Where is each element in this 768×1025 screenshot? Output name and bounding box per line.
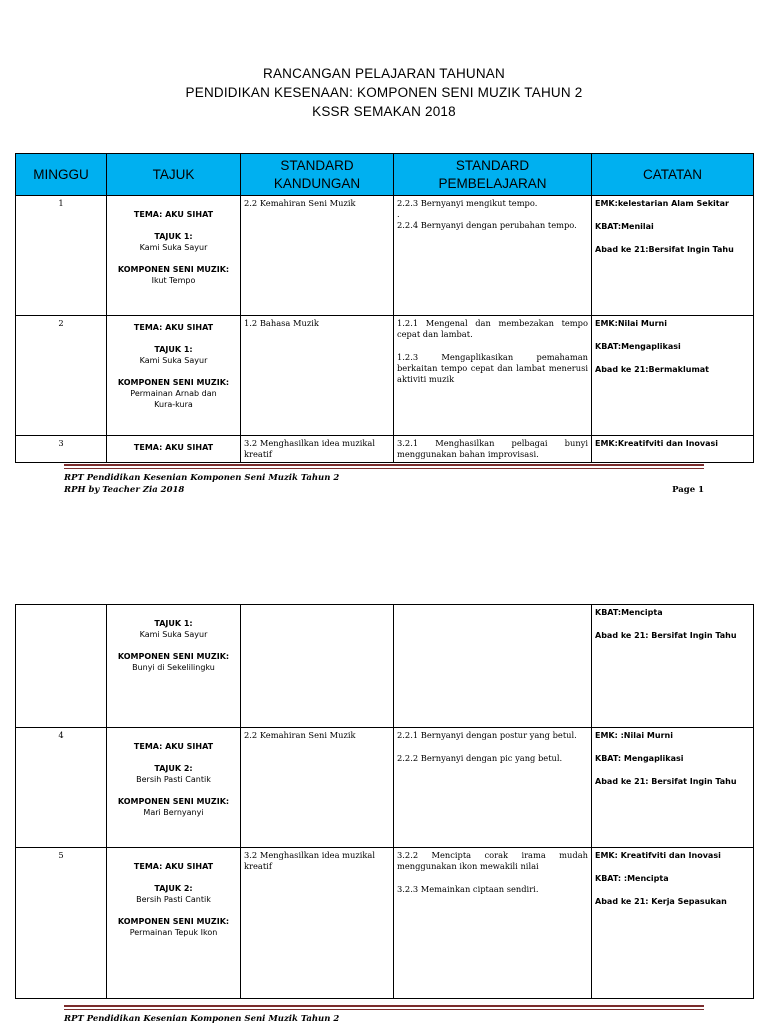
table-row xyxy=(16,196,754,316)
komponen-label: KOMPONEN SENI MUZIK: xyxy=(117,797,230,806)
komponen-name: Bunyi di Sekelilingku xyxy=(132,663,215,672)
footer-line-2: RPH by Teacher Zia 2018 xyxy=(64,485,185,495)
header-sp-line2: PEMBELAJARAN xyxy=(438,175,547,191)
tajuk-label: TAJUK 1: xyxy=(154,619,193,628)
standard-pembelajaran-cell: 3.2.1 Menghasilkan pelbagai bunyi menggunakan bahan improvisasi. xyxy=(394,436,592,463)
catatan-abad21: Abad ke 21: Bersifat Ingin Tahu xyxy=(595,777,737,786)
header-minggu: MINGGU xyxy=(16,154,107,196)
catatan-cell: EMK:Kreatifviti dan Inovasi xyxy=(592,436,754,463)
komponen-label: KOMPONEN SENI MUZIK: xyxy=(117,652,230,661)
komponen-name: Permainan Arnab dan xyxy=(130,389,217,398)
header-tajuk: TAJUK xyxy=(107,154,241,196)
catatan-kbat: KBAT: Mengaplikasi xyxy=(595,754,684,763)
tajuk-cell xyxy=(107,196,241,316)
sp-item: 3.2.3 Memainkan ciptaan sendiri. xyxy=(397,884,539,894)
catatan-cell xyxy=(592,316,754,436)
sp-item: 1.2.1 Mengenal dan membezakan tempo cepat dan lambat. xyxy=(397,318,588,339)
sp-item: 1.2.3 Mengaplikasikan pemahaman berkaitan tempo cepat dan lambat menerusi aktiviti muzik xyxy=(397,352,588,384)
catatan-kbat: KBAT:Menilai xyxy=(595,222,654,231)
minggu-cell: 1 xyxy=(16,196,107,316)
standard-pembelajaran-cell xyxy=(394,316,592,436)
tema-text: TEMA: AKU SIHAT xyxy=(133,862,214,871)
tajuk-cell xyxy=(107,316,241,436)
tajuk-name: Kami Suka Sayur xyxy=(139,630,208,639)
tajuk-label: TAJUK 2: xyxy=(154,764,193,773)
komponen-label: KOMPONEN SENI MUZIK: xyxy=(117,265,230,274)
catatan-cell xyxy=(592,196,754,316)
minggu-cell: 5 xyxy=(16,848,107,999)
tajuk-name: Kami Suka Sayur xyxy=(139,356,208,365)
minggu-cell: 2 xyxy=(16,316,107,436)
sp-item: 2.2.2 Bernyanyi dengan pic yang betul. xyxy=(397,753,563,763)
standard-kandungan-cell: 2.2 Kemahiran Seni Muzik xyxy=(241,728,394,848)
standard-kandungan-cell: 3.2 Menghasilkan idea muzikal kreatif xyxy=(241,848,394,999)
catatan-abad21: Abad ke 21:Bersifat Ingin Tahu xyxy=(595,245,734,254)
tajuk-cell xyxy=(107,436,241,463)
title-line-2: PENDIDIKAN KESENAAN: KOMPONEN SENI MUZIK TAHUN 2 xyxy=(185,85,583,100)
komponen-name: Ikut Tempo xyxy=(151,276,196,285)
sp-item: 2.2.1 Bernyanyi dengan postur yang betul. xyxy=(397,730,577,740)
page-footer xyxy=(64,1013,704,1025)
catatan-kbat: KBAT:Mencipta xyxy=(595,608,663,617)
komponen-label: KOMPONEN SENI MUZIK: xyxy=(117,917,230,926)
tajuk-label: TAJUK 1: xyxy=(154,232,193,241)
catatan-emk: EMK: Kreatifviti dan Inovasi xyxy=(595,851,721,860)
title-line-3: KSSR SEMAKAN 2018 xyxy=(312,104,456,119)
minggu-cell: 3 xyxy=(16,436,107,463)
komponen-label: KOMPONEN SENI MUZIK: xyxy=(117,378,230,387)
tajuk-cell xyxy=(107,605,241,728)
catatan-abad21: Abad ke 21:Bermaklumat xyxy=(595,365,709,374)
rpt-table-page1 xyxy=(15,153,754,463)
footer-rule xyxy=(64,464,704,466)
komponen-name: Mari Bernyanyi xyxy=(143,808,204,817)
header-catatan: CATATAN xyxy=(592,154,754,196)
footer-rule xyxy=(64,1005,704,1007)
komponen-name: Permainan Tepuk Ikon xyxy=(129,928,218,937)
footer-rule-thin xyxy=(64,468,704,469)
standard-pembelajaran-cell xyxy=(394,605,592,728)
catatan-abad21: Abad ke 21: Kerja Sepasukan xyxy=(595,897,727,906)
tema-text: TEMA: AKU SIHAT xyxy=(133,210,214,219)
footer-line-1: RPT Pendidikan Kesenian Komponen Seni Muzik Tahun 2 xyxy=(64,1014,340,1024)
minggu-cell xyxy=(16,605,107,728)
standard-pembelajaran-cell xyxy=(394,196,592,316)
footer-line-1: RPT Pendidikan Kesenian Komponen Seni Muzik Tahun 2 xyxy=(64,473,340,483)
tajuk-cell xyxy=(107,728,241,848)
tajuk-label: TAJUK 1: xyxy=(154,345,193,354)
komponen-name: Kura-kura xyxy=(154,400,193,409)
sp-dot: . xyxy=(397,209,400,219)
header-sk-line2: KANDUNGAN xyxy=(273,175,361,191)
catatan-emk: EMK: :Nilai Murni xyxy=(595,731,673,740)
catatan-kbat: KBAT: :Mencipta xyxy=(595,874,669,883)
tema-text: TEMA: AKU SIHAT xyxy=(133,443,214,452)
standard-kandungan-cell: 1.2 Bahasa Muzik xyxy=(241,316,394,436)
catatan-emk: EMK:kelestarian Alam Sekitar xyxy=(595,199,729,208)
minggu-cell: 4 xyxy=(16,728,107,848)
catatan-kbat: KBAT:Mengaplikasi xyxy=(595,342,681,351)
tajuk-name: Bersih Pasti Cantik xyxy=(136,895,211,904)
page-footer xyxy=(64,472,704,496)
footer-rule-thin xyxy=(64,1009,704,1010)
standard-pembelajaran-cell xyxy=(394,728,592,848)
header-sp-line1: STANDARD xyxy=(455,157,530,173)
catatan-cell xyxy=(592,728,754,848)
tajuk-label: TAJUK 2: xyxy=(154,884,193,893)
table-row xyxy=(16,316,754,436)
tajuk-name: Bersih Pasti Cantik xyxy=(136,775,211,784)
tajuk-cell xyxy=(107,848,241,999)
sp-item: 3.2.2 Mencipta corak irama mudah menggunakan ikon mewakili nilai xyxy=(397,850,588,871)
header-sk-line1: STANDARD xyxy=(280,157,354,173)
title-line-1: RANCANGAN PELAJARAN TAHUNAN xyxy=(263,66,505,81)
tema-text: TEMA: AKU SIHAT xyxy=(133,323,214,332)
document-title xyxy=(0,64,768,121)
tajuk-name: Kami Suka Sayur xyxy=(139,243,208,252)
standard-kandungan-cell: 2.2 Kemahiran Seni Muzik xyxy=(241,196,394,316)
table-row xyxy=(16,848,754,999)
table-row xyxy=(16,728,754,848)
table-row xyxy=(16,605,754,728)
table-row xyxy=(16,436,754,463)
catatan-emk: EMK:Nilai Murni xyxy=(595,319,667,328)
sp-item: 2.2.4 Bernyanyi dengan perubahan tempo. xyxy=(397,220,577,230)
table-header-row xyxy=(16,154,754,196)
catatan-cell xyxy=(592,605,754,728)
header-standard-pembelajaran xyxy=(394,154,592,196)
header-standard-kandungan xyxy=(241,154,394,196)
catatan-abad21: Abad ke 21: Bersifat Ingin Tahu xyxy=(595,631,737,640)
standard-pembelajaran-cell xyxy=(394,848,592,999)
standard-kandungan-cell xyxy=(241,605,394,728)
rpt-table-page2 xyxy=(15,604,754,999)
standard-kandungan-cell: 3.2 Menghasilkan idea muzikal kreatif xyxy=(241,436,394,463)
tema-text: TEMA: AKU SIHAT xyxy=(133,742,214,751)
page-number: Page 1 xyxy=(672,485,704,495)
sp-item: 2.2.3 Bernyanyi mengikut tempo. xyxy=(397,198,538,208)
catatan-cell xyxy=(592,848,754,999)
